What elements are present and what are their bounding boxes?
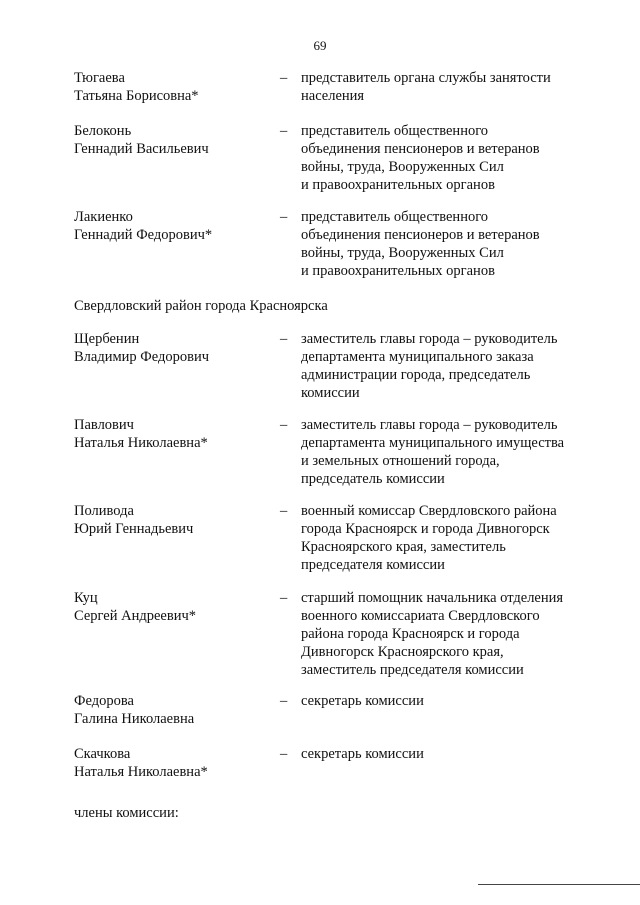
person-name [74, 416, 274, 452]
role-line: Красноярского края, заместитель [301, 539, 506, 555]
role-line: комиссии [301, 385, 360, 401]
person-role [301, 502, 591, 574]
given-name: Галина Николаевна [74, 711, 195, 727]
role-line: и правоохранительных органов [301, 263, 495, 279]
role-line: представитель органа службы занятости [301, 70, 551, 86]
dash: – [280, 123, 288, 139]
role-line: департамента муниципального имущества [301, 435, 565, 451]
person-name [74, 745, 274, 781]
person-name [74, 502, 274, 538]
given-name: Владимир Федорович [74, 349, 210, 365]
role-line: заместитель председателя комиссии [301, 662, 524, 678]
role-line: войны, труда, Вооруженных Сил [301, 245, 504, 261]
footer-rule [478, 884, 640, 885]
surname: Куц [74, 590, 98, 606]
person-role [301, 208, 591, 280]
role-line: секретарь комиссии [301, 693, 424, 709]
role-line: председатель комиссии [301, 471, 445, 487]
person-role [301, 745, 591, 763]
role-line: секретарь комиссии [301, 746, 424, 762]
person-role [301, 122, 591, 194]
role-line: представитель общественного [301, 209, 489, 225]
given-name: Юрий Геннадьевич [74, 521, 194, 537]
role-line: объединения пенсионеров и ветеранов [301, 227, 540, 243]
role-line: и земельных отношений города, [301, 453, 500, 469]
role-line: заместитель главы города – руководитель [301, 331, 558, 347]
role-line: департамента муниципального заказа [301, 349, 534, 365]
role-line: Дивногорск Красноярского края, [301, 644, 504, 660]
person-name [74, 692, 274, 728]
surname: Лакиенко [74, 209, 133, 225]
role-line: представитель общественного [301, 123, 489, 139]
surname: Павлович [74, 417, 134, 433]
person-role [301, 589, 591, 679]
surname: Тюгаева [74, 70, 125, 86]
dash: – [280, 746, 288, 762]
dash: – [280, 70, 288, 86]
given-name: Наталья Николаевна* [74, 764, 208, 780]
role-line: старший помощник начальника отделения [301, 590, 564, 606]
given-name: Наталья Николаевна* [74, 435, 208, 451]
role-line: военный комиссар Свердловского района [301, 503, 557, 519]
role-line: заместитель главы города – руководитель [301, 417, 558, 433]
dash: – [280, 417, 288, 433]
person-name [74, 208, 274, 244]
dash: – [280, 331, 288, 347]
person-role [301, 69, 591, 105]
role-line: и правоохранительных органов [301, 177, 495, 193]
section-heading: Свердловский район города Красноярска [74, 298, 328, 314]
page-number: 69 [313, 38, 327, 53]
dash: – [280, 503, 288, 519]
role-line: города Красноярск и города Дивногорск [301, 521, 550, 537]
person-role [301, 330, 591, 402]
role-line: объединения пенсионеров и ветеранов [301, 141, 540, 157]
surname: Федорова [74, 693, 134, 709]
role-line: населения [301, 88, 365, 104]
surname: Скачкова [74, 746, 131, 762]
role-line: войны, труда, Вооруженных Сил [301, 159, 504, 175]
given-name: Геннадий Федорович* [74, 227, 213, 243]
person-name [74, 330, 274, 366]
dash: – [280, 590, 288, 606]
role-line: района города Красноярск и города [301, 626, 520, 642]
person-name [74, 69, 274, 105]
surname: Щербенин [74, 331, 140, 347]
person-role [301, 416, 591, 488]
dash: – [280, 209, 288, 225]
person-name [74, 589, 274, 625]
given-name: Татьяна Борисовна* [74, 88, 199, 104]
surname: Поливода [74, 503, 134, 519]
surname: Белоконь [74, 123, 132, 139]
dash: – [280, 693, 288, 709]
given-name: Геннадий Васильевич [74, 141, 209, 157]
role-line: председателя комиссии [301, 557, 445, 573]
role-line: администрации города, председатель [301, 367, 531, 383]
person-role [301, 692, 591, 710]
person-name [74, 122, 274, 158]
members-label: члены комиссии: [74, 805, 179, 821]
role-line: военного комиссариата Свердловского [301, 608, 540, 624]
given-name: Сергей Андреевич* [74, 608, 196, 624]
